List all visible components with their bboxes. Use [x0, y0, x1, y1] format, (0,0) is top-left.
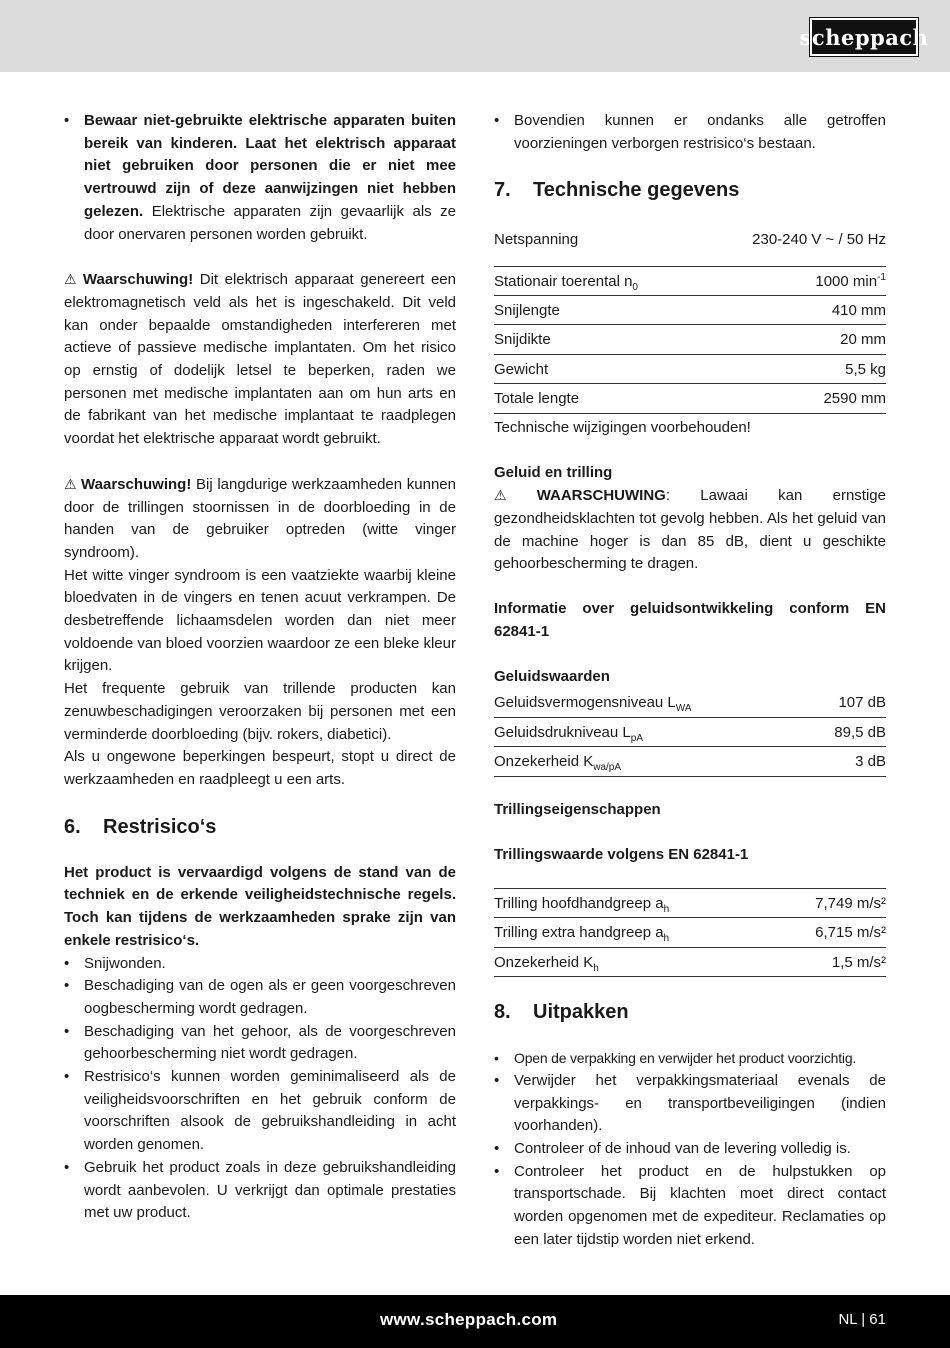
spec-value: 230-240 V ~ / 50 Hz [752, 231, 886, 249]
section-heading [494, 177, 886, 203]
noise-row [494, 747, 886, 777]
list-item: • Open de verpakking en verwijder het product voorzichtig. [494, 1047, 886, 1070]
paragraph: Het frequente gebruik van trillende producten kan zenuwbeschadigingen veroorzaken bij personen met een verminderde doorbloeding (bijv. rokers, diabetici). [64, 680, 456, 743]
spec-label: Totale lengte [494, 390, 580, 408]
spec-row [494, 355, 886, 385]
section-number: 6. [64, 815, 81, 838]
right-column [494, 110, 886, 1252]
page-header [0, 0, 950, 72]
spec-label: Snijdikte [494, 331, 551, 349]
subheading: Geluid en trilling [494, 463, 613, 481]
vibration-row [494, 948, 886, 978]
list-item: • Controleer of de inhoud van de levering volledig is. [494, 1138, 886, 1161]
vibration-row [494, 888, 886, 918]
noise-label: Geluidsvermogensniveau $L_{WA}$ [494, 694, 692, 715]
vibration-label: Onzekerheid $K_h$ [494, 953, 599, 974]
left-column [64, 110, 456, 1225]
noise-value: 89,5 dB [834, 723, 886, 741]
spec-value: 2590 mm [823, 390, 886, 408]
section-number: 8. [494, 1001, 511, 1024]
noise-row [494, 688, 886, 718]
list-item: • Beschadiging van het gehoor, als de voorgeschreven gehoorbescherming niet wordt gedragen. [64, 1021, 456, 1066]
list-item: • Controleer het product en de hulpstukken op transportschade. Bij klachten moet direct contact worden opgenomen met de expediteur. Reclamaties op een later tijdstip worden niet erkend. [494, 1161, 886, 1252]
section-title: Restrisico‘s [103, 815, 217, 838]
section-number: 7. [494, 179, 511, 202]
bullet-text: Elektrische apparaten zijn gevaarlijk als ze door onervaren personen worden gebruikt. [84, 202, 456, 243]
section-intro: Het product is vervaardigd volgens de stand van de techniek en de erkende veiligheidstechnische regels. Toch kan tijdens de werkzaamheden sprake zijn van enkele restrisico‘s. [64, 863, 456, 949]
noise-value: 107 dB [838, 694, 886, 712]
vibration-label: Trilling hoofdhandgreep $a_h$ [494, 895, 670, 916]
vibration-value: 6,715 m/s² [815, 924, 886, 942]
list-item [64, 110, 456, 246]
spec-label: Gewicht [494, 360, 549, 378]
noise-label: Onzekerheid $K_{wa/pA}$ [494, 753, 622, 774]
subheading: Informatie over geluidsontwikkeling conform EN 62841-1 [494, 600, 886, 640]
bullet-bold-text: Bewaar niet-gebruikte elektrische apparaten buiten bereik van kinderen. Laat het elektrisch apparaat niet gebruiken door personen die er niet mee vertrouwd zijn of deze aanwijzingen niet hebben gelezen. [84, 112, 456, 220]
website-link[interactable]: www.scheppach.com [380, 1310, 558, 1329]
noise-label: Geluidsdrukniveau $L_{pA}$ [494, 723, 643, 744]
spec-label: Netspanning [494, 231, 579, 249]
spec-value: 1000 $\min^{-1}$ [815, 272, 886, 290]
warning-triangle-icon: ⚠ [64, 475, 78, 492]
spec-label: Snijlengte [494, 301, 560, 319]
spec-row [494, 384, 886, 414]
spec-row [494, 296, 886, 326]
list-item: • Beschadiging van de ogen als er geen voorgeschreven oogbescherming wordt gedragen. [64, 975, 456, 1020]
subheading: Geluidswaarden [494, 667, 610, 685]
vibration-value: 7,749 m/s² [815, 895, 886, 913]
spec-note: Technische wijzigingen voorbehouden! [494, 418, 751, 436]
paragraph: Als u ongewone beperkingen bespeurt, stopt u direct de werkzaamheden en raadpleegt u een arts. [64, 748, 456, 788]
section-heading [64, 814, 456, 840]
spec-row [494, 266, 886, 296]
section-heading [494, 999, 886, 1025]
warning-text: Bij langdurige werkzaamheden kunnen door de trillingen stoornissen in de doorbloeding in de handen van de gebruiker optreden (witte vinger syndroom). [64, 475, 456, 561]
noise-value: 3 dB [855, 753, 886, 771]
list-item: • Restrisico‘s kunnen worden geminimaliseerd als de veiligheidsvoorschriften en het gebruik conform de voorschriften alsook de gebruikshandleiding in acht worden genomen. [64, 1066, 456, 1157]
page-number: NL | 61 [838, 1311, 886, 1328]
spec-value: 5,5 kg [845, 360, 886, 378]
warning-paragraph [64, 268, 456, 451]
subheading: Trillingseigenschappen [494, 801, 661, 819]
warning-paragraph [64, 473, 456, 565]
warning-label: Waarschuwing! [81, 475, 192, 493]
page-footer [0, 1295, 950, 1348]
warning-text: : Lawaai kan ernstige gezondheidsklachten tot gevolg hebben. Als het geluid van de machine hoger is dan 85 dB, dient u geschikte gehoorbescherming te dragen. [494, 487, 886, 573]
spec-value: 410 mm [831, 301, 886, 319]
warning-label: Waarschuwing! [82, 271, 194, 289]
warning-label: WAARSCHUWING [536, 487, 666, 505]
section-title: Uitpakken [533, 1001, 629, 1024]
scheppach-logo: scheppach [810, 18, 918, 56]
spec-label: Stationair toerental $n_0$ [494, 273, 638, 293]
list-item: • Gebruik het product zoals in deze gebruikshandleiding wordt aanbevolen. U verkrijgt dan optimale prestaties met uw product. [64, 1157, 456, 1225]
list-item: • Snijwonden. [64, 953, 456, 976]
list-item: • Verwijder het verpakkingsmateriaal evenals de verpakkings- en transportbeveiligingen (indien voorhanden). [494, 1070, 886, 1138]
subheading: Trillingswaarde volgens EN 62841-1 [494, 845, 749, 863]
warning-triangle-icon: ⚠ [64, 271, 79, 288]
list-item: • Bovendien kunnen er ondanks alle getroffen voorzieningen verborgen restrisico‘s bestaan. [494, 110, 886, 155]
warning-paragraph [494, 484, 886, 576]
vibration-row [494, 918, 886, 948]
warning-triangle-icon: ⚠ [494, 487, 533, 504]
section-title: Technische gegevens [533, 179, 740, 202]
warning-text: Dit elektrisch apparaat genereert een elektromagnetisch veld als het is ingeschakeld. Dit veld kan onder bepaalde omstandigheden interfereren met actieve of passieve medische implantaten. Om het risico op ernstig of dodelijk letsel te beperken, raden we personen met medische implantaten aan om hun arts en de fabrikant van het medische implantaat te raadplegen voordat het elektrische apparaat wordt gebruikt. [64, 271, 456, 448]
paragraph: Het witte vinger syndroom is een vaatziekte waarbij kleine bloedvaten in de vingers en tenen acuut verkrampen. De desbetreffende lichaamsdelen worden dan niet meer voldoende van bloed voorzien waardoor ze een bleke kleur krijgen. [64, 566, 456, 675]
spec-value: 20 mm [840, 331, 886, 349]
spec-row [494, 225, 886, 255]
noise-row [494, 718, 886, 748]
vibration-label: Trilling extra handgreep $a_h$ [494, 924, 670, 945]
spec-row [494, 325, 886, 355]
vibration-value: 1,5 m/s² [831, 953, 886, 971]
